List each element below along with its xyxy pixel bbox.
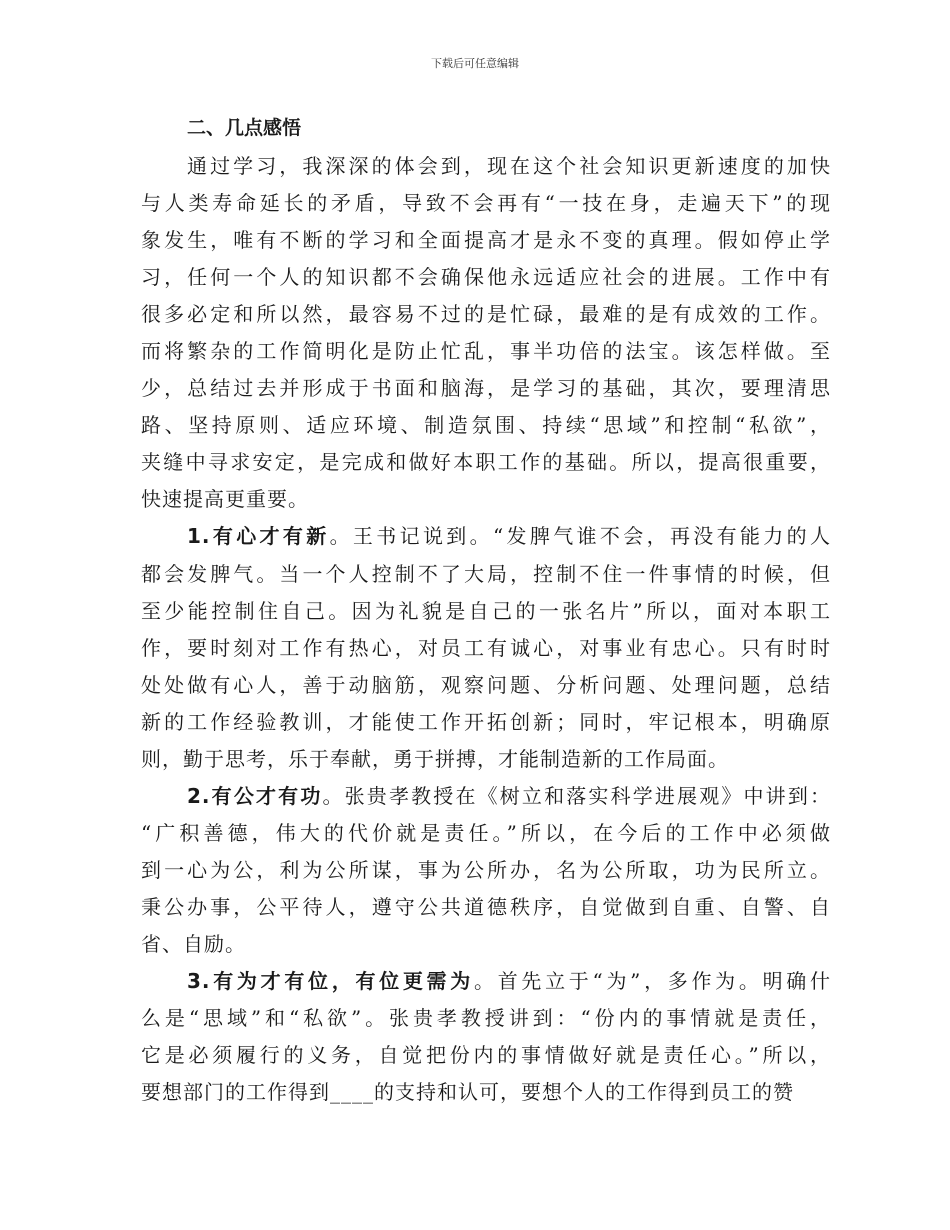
line-text: 要想部门的工作得到____的支持和认可，要想个人的工作得到员工的赞 <box>141 1080 794 1105</box>
paragraph-lead-bold: 1.有心才有新 <box>187 524 330 549</box>
text-line <box>141 1037 831 1074</box>
text-line <box>141 556 831 593</box>
text-line <box>141 778 831 815</box>
text-line <box>141 333 831 370</box>
paragraphs <box>141 148 831 1111</box>
paragraph-lead-bold: 2.有公才有功 <box>187 783 323 808</box>
text-line <box>141 185 831 222</box>
line-text: “广积善德，伟大的代价就是责任。”所以，在今后的工作中必须做 <box>141 820 831 845</box>
page-header: 下载后可任意编辑 <box>431 57 519 70</box>
text-line <box>141 444 831 481</box>
section-title: 二、几点感悟 <box>187 117 302 139</box>
text-line <box>141 889 831 926</box>
line-text: 。张贵孝教授在《树立和落实科学进展观》中讲到： <box>322 783 832 808</box>
text-line <box>141 518 831 555</box>
line-text: 通过学习，我深深的体会到，现在这个社会知识更新速度的加快 <box>187 154 831 178</box>
line-text: 至少能控制住自己。因为礼貌是自己的一张名片”所以，面对本职工 <box>141 598 831 623</box>
text-line <box>141 370 831 407</box>
document-body <box>141 113 831 1111</box>
text-line <box>141 1074 831 1111</box>
line-text: 很多必定和所以然，最容易不过的是忙碌，最难的是有成效的工作。 <box>141 302 831 327</box>
text-line <box>141 296 831 333</box>
line-text: 快速提高更重要。 <box>141 487 309 512</box>
paragraph <box>141 963 831 1111</box>
paragraph <box>141 778 831 963</box>
line-text: 新的工作经验教训，才能使工作开拓创新；同时，牢记根本，明确原 <box>141 709 831 734</box>
line-text: 。王书记说到。“发脾气谁不会，再没有能力的人 <box>329 524 831 549</box>
text-line <box>141 667 831 704</box>
line-text: 省、自励。 <box>141 931 246 956</box>
line-text: 都会发脾气。当一个人控制不了大局，控制不住一件事情的时候，但 <box>141 561 831 586</box>
line-text: 而将繁杂的工作简明化是防止忙乱，事半功倍的法宝。该怎样做。至 <box>141 339 831 364</box>
text-line <box>141 815 831 852</box>
text-line <box>141 222 831 259</box>
text-line <box>141 1000 831 1037</box>
paragraph-lead-bold: 3.有为才有位，有位更需为 <box>187 969 474 994</box>
line-text: 。首先立于“为”，多作为。明确什 <box>473 969 832 994</box>
text-line <box>141 630 831 667</box>
line-text: 则，勤于思考，乐于奉献，勇于拼搏，才能制造新的工作局面。 <box>141 746 729 771</box>
line-text: 与人类寿命延长的矛盾，导致不会再有“一技在身，走遍天下”的现 <box>141 191 831 216</box>
line-text: 夹缝中寻求安定，是完成和做好本职工作的基础。所以，提高很重要， <box>141 450 831 475</box>
text-line <box>141 481 831 518</box>
line-text: 作，要时刻对工作有热心，对员工有诚心，对事业有忠心。只有时时 <box>141 635 831 660</box>
line-text: 秉公办事，公平待人，遵守公共道德秩序，自觉做到自重、自警、自 <box>141 894 831 919</box>
paragraph <box>141 518 831 777</box>
paragraph <box>141 148 831 518</box>
text-line <box>141 148 831 185</box>
line-text: 少，总结过去并形成于书面和脑海，是学习的基础，其次，要理清思 <box>141 376 831 401</box>
line-text: 象发生，唯有不断的学习和全面提高才是永不变的真理。假如停止学 <box>141 228 831 253</box>
text-line <box>141 926 831 963</box>
text-line <box>141 963 831 1000</box>
text-line <box>141 407 831 444</box>
text-line <box>141 259 831 296</box>
line-text: 习，任何一个人的知识都不会确保他永远适应社会的进展。工作中有 <box>141 265 831 290</box>
line-text: 到一心为公，利为公所谋，事为公所办，名为公所取，功为民所立。 <box>141 857 831 882</box>
text-line <box>141 704 831 741</box>
text-line <box>141 593 831 630</box>
line-text: 处处做有心人，善于动脑筋，观察问题、分析问题、处理问题，总结 <box>141 672 831 697</box>
line-text: 路、坚持原则、适应环境、制造氛围、持续“思域”和控制“私欲”， <box>141 413 831 438</box>
line-text: 么是“思域”和“私欲”。张贵孝教授讲到：“份内的事情就是责任， <box>141 1006 831 1031</box>
text-line <box>141 852 831 889</box>
line-text: 它是必须履行的义务，自觉把份内的事情做好就是责任心。”所以， <box>141 1043 831 1068</box>
text-line <box>141 741 831 778</box>
